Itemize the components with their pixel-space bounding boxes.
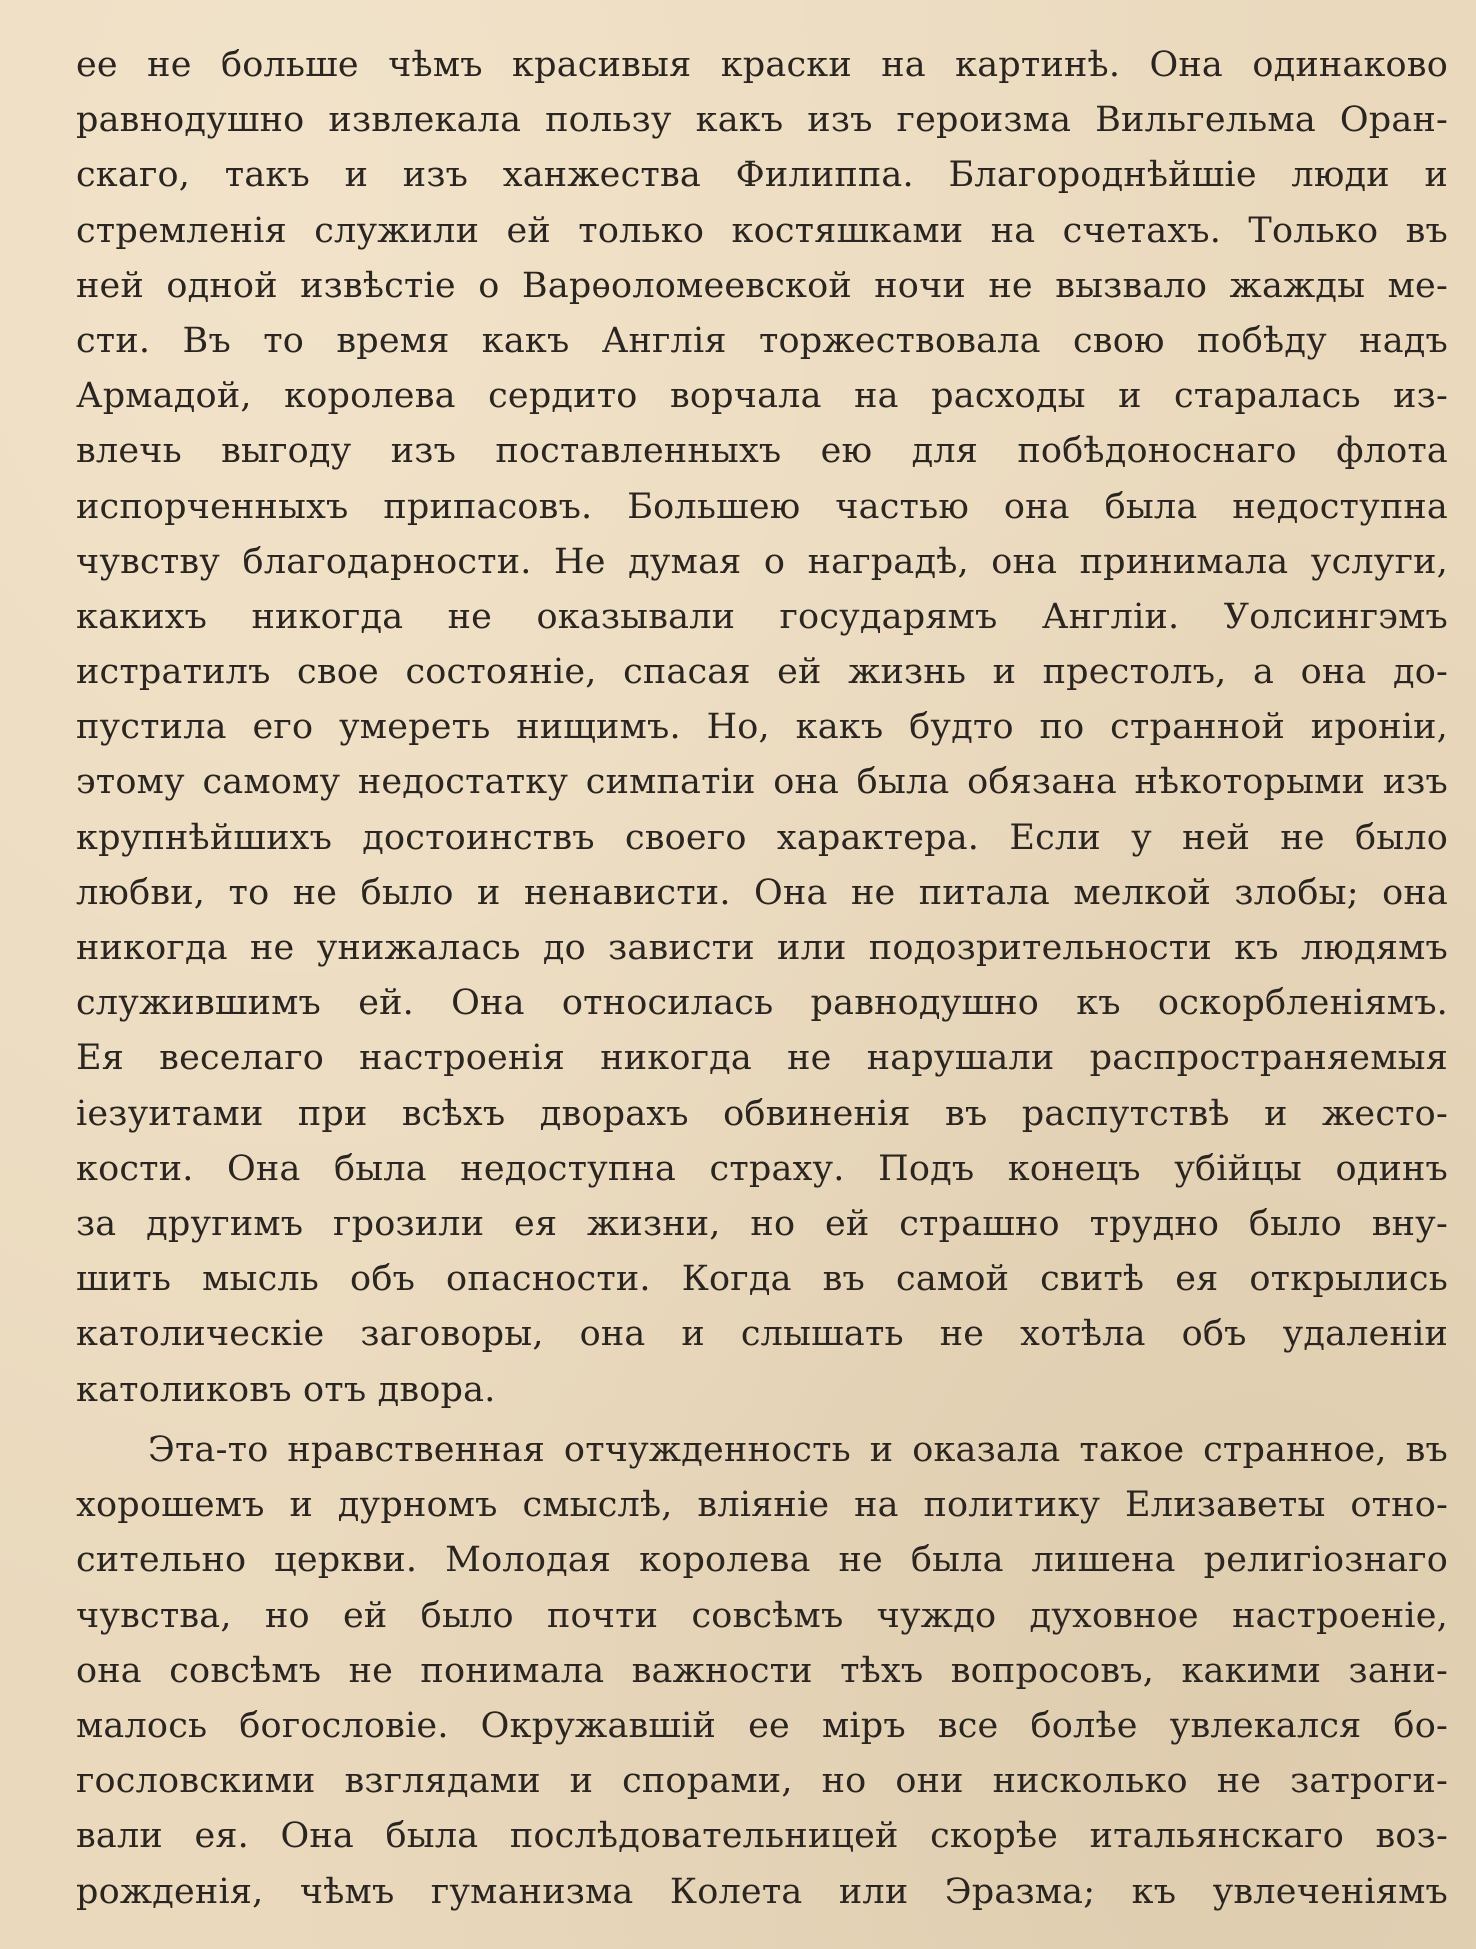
text-line: она совсѣмъ не понимала важности тѣхъ вопросовъ, какими зани-	[76, 1650, 1448, 1691]
text-line: малось богословіе. Окружавшій ее міръ все болѣе увлекался бо-	[76, 1705, 1448, 1746]
paragraph-2	[76, 1423, 1448, 1920]
text-line: сти. Въ то время какъ Англія торжествовала свою побѣду надъ	[76, 320, 1448, 361]
text-line: истратилъ свое состояніе, спасая ей жизнь и престолъ, а она до-	[76, 652, 1448, 693]
text-line: католическіе заговоры, она и слышать не хотѣла объ удаленіи	[76, 1314, 1448, 1355]
text-line: іезуитами при всѣхъ дворахъ обвиненія въ распутствѣ и жесто-	[76, 1093, 1448, 1134]
text-line: кости. Она была недоступна страху. Подъ конецъ убійцы одинъ	[76, 1148, 1448, 1189]
text-line: гословскими взглядами и спорами, но они нисколько не затроги-	[76, 1761, 1448, 1802]
text-line: пустила его умереть нищимъ. Но, какъ будто по странной иронiи,	[76, 707, 1448, 748]
text-line: вали ея. Она была послѣдовательницей скорѣе итальянскаго воз-	[76, 1816, 1448, 1857]
text-line: чувства, но ей было почти совсѣмъ чуждо духовное настроеніе,	[76, 1595, 1448, 1636]
text-line: шить мысль объ опасности. Когда въ самой свитѣ ея открылись	[76, 1259, 1448, 1300]
text-line: крупнѣйшихъ достоинствъ своего характера. Если у ней не было	[76, 817, 1448, 858]
text-line: испорченныхъ припасовъ. Большею частью она была недоступна	[76, 486, 1448, 527]
text-line: за другимъ грозили ея жизни, но ей страшно трудно было вну-	[76, 1203, 1448, 1244]
text-line: влечь выгоду изъ поставленныхъ ею для побѣдоноснаго флота	[76, 431, 1448, 472]
text-line: никогда не унижалась до зависти или подозрительности къ людямъ	[76, 928, 1448, 968]
text-line: служившимъ ей. Она относилась равнодушно къ оскорбленіямъ.	[76, 983, 1448, 1024]
text-line: Армадой, королева сердито ворчала на расходы и старалась из-	[76, 376, 1448, 417]
text-line: скаго, такъ и изъ ханжества Филиппа. Благороднѣйшіе люди и	[76, 155, 1448, 196]
text-line: стремленія служили ей только костяшками на счетахъ. Только въ	[76, 210, 1448, 251]
text-line: какихъ никогда не оказывали государямъ Англіи. Уолсингэмъ	[76, 596, 1448, 637]
text-line: Ея веселаго настроенія никогда не нарушали распространяемыя	[76, 1038, 1448, 1079]
text-line: равнодушно извлекала пользу какъ изъ героизма Вильгельма Оран-	[76, 100, 1448, 141]
text-line: ее не больше чѣмъ красивыя краски на картинѣ. Она одинаково	[76, 45, 1448, 85]
text-line: сительно церкви. Молодая королева не была лишена религіознаго	[76, 1540, 1448, 1581]
text-line: любви, то не было и ненависти. Она не питала мелкой злобы; она	[76, 872, 1448, 913]
text-line: этому самому недостатку симпатіи она была обязана нѣкоторыми изъ	[76, 762, 1448, 803]
text-line: католиковъ отъ двора.	[76, 1369, 496, 1410]
text-line: Эта-то нравственная отчужденность и оказала такое странное, въ	[148, 1430, 1448, 1470]
text-line: хорошемъ и дурномъ смыслѣ, вліяніе на политику Елизаветы отно-	[76, 1485, 1448, 1526]
text-line: ней одной извѣстіе о Варѳоломеевской ночи не вызвало жажды ме-	[76, 265, 1448, 306]
text-line: чувству благодарности. Не думая о наградѣ, она принимала услуги,	[76, 541, 1448, 582]
paragraph-1	[76, 38, 1448, 1418]
text-line: рожденія, чѣмъ гуманизма Колета или Эразма; къ увлеченіямъ	[76, 1871, 1448, 1912]
